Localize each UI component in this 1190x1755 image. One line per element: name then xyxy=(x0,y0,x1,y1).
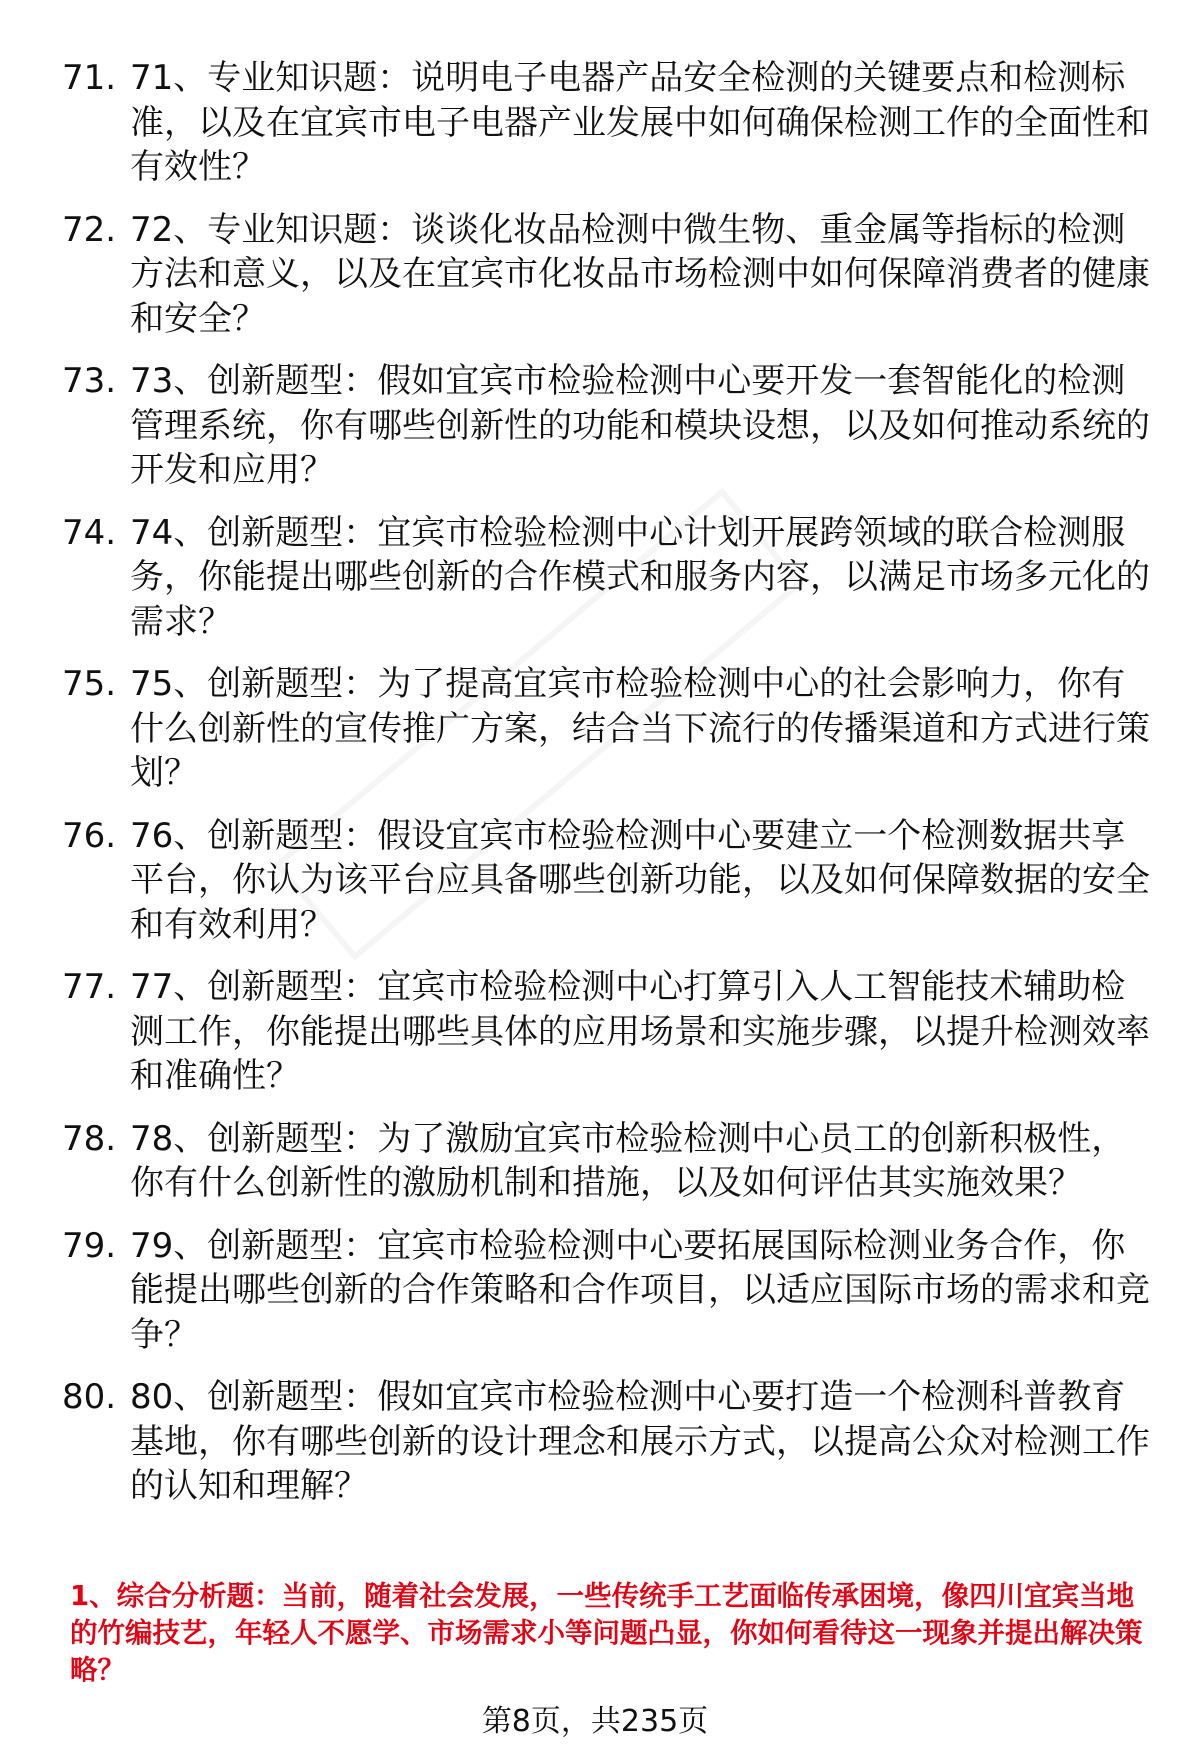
question-text: 77、创新题型：宜宾市检验检测中心打算引入人工智能技术辅助检测工作，你能提出哪些具体的应用场景和实施步骤，以提升检测效率和准确性？ xyxy=(130,967,1150,1096)
question-text: 79、创新题型：宜宾市检验检测中心要拓展国际检测业务合作，你能提出哪些创新的合作策略和合作项目，以适应国际市场的需求和竞争？ xyxy=(130,1225,1150,1355)
question-number: 77. xyxy=(62,967,117,1007)
question-item xyxy=(62,511,1152,645)
question-item xyxy=(62,1224,1152,1358)
question-text: 78、创新题型：为了激励宜宾市检验检测中心员工的创新积极性，你有什么创新性的激励机制和措施，以及如何评估其实施效果？ xyxy=(130,1118,1126,1203)
question-text: 80、创新题型：假如宜宾市检验检测中心要打造一个检测科普教育基地，你有哪些创新的设计理念和展示方式，以提高公众对检测工作的认知和理解？ xyxy=(130,1377,1150,1506)
page-footer: 第8页，共235页 xyxy=(481,1704,709,1739)
question-text: 73、创新题型：假如宜宾市检验检测中心要开发一套智能化的检测管理系统，你有哪些创新性的功能和模块设想，以及如何推动系统的开发和应用？ xyxy=(130,361,1150,490)
question-number: 76. xyxy=(62,815,117,856)
question-number: 71. xyxy=(62,58,117,98)
question-number: 79. xyxy=(62,1225,117,1266)
question-number: 72. xyxy=(62,209,117,250)
question-number: 74. xyxy=(62,512,117,553)
question-text: 72、专业知识题：谈谈化妆品检测中微生物、重金属等指标的检测方法和意义，以及在宜宾市化妆品市场检测中如何保障消费者的健康和安全？ xyxy=(130,209,1150,339)
question-item xyxy=(62,814,1152,948)
question-number: 75. xyxy=(62,664,117,704)
question-item xyxy=(62,1117,1152,1206)
question-item xyxy=(62,1375,1152,1509)
question-item xyxy=(62,208,1152,342)
question-number: 80. xyxy=(62,1377,117,1417)
question-text: 74、创新题型：宜宾市检验检测中心计划开展跨领域的联合检测服务，你能提出哪些创新的合作模式和服务内容，以满足市场多元化的需求？ xyxy=(130,512,1150,642)
question-item xyxy=(62,359,1152,493)
question-text: 76、创新题型：假设宜宾市检验检测中心要建立一个检测数据共享平台，你认为该平台应具备哪些创新功能，以及如何保障数据的安全和有效利用？ xyxy=(130,815,1150,945)
question-item xyxy=(62,662,1152,796)
highlighted-question: 1、综合分析题：当前，随着社会发展，一些传统手工艺面临传承困境，像四川宜宾当地的竹编技艺，年轻人不愿学、市场需求小等问题凸显，你如何看待这一现象并提出解决策略？ xyxy=(70,1580,1143,1686)
question-text: 71、专业知识题：说明电子电器产品安全检测的关键要点和检测标准，以及在宜宾市电子电器产业发展中如何确保检测工作的全面性和有效性？ xyxy=(130,58,1150,187)
question-text: 75、创新题型：为了提高宜宾市检验检测中心的社会影响力，你有什么创新性的宣传推广方案，结合当下流行的传播渠道和方式进行策划？ xyxy=(130,664,1150,793)
question-item xyxy=(62,965,1152,1099)
question-number: 73. xyxy=(62,361,117,401)
question-list xyxy=(62,56,1152,1527)
question-item xyxy=(62,56,1152,190)
question-number: 78. xyxy=(62,1118,117,1159)
